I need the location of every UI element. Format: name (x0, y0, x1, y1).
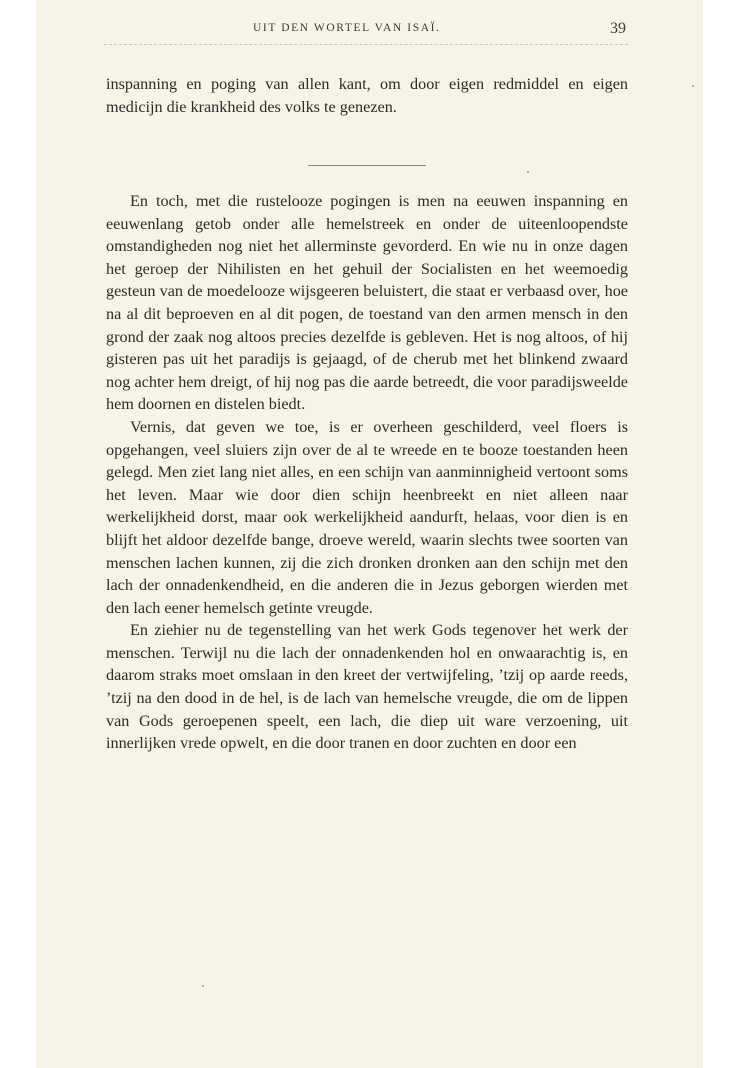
page-number: 39 (610, 20, 626, 37)
book-page (36, 0, 703, 1068)
paper-speck (692, 85, 694, 87)
opening-paragraph-block (106, 73, 628, 118)
page-header (36, 20, 703, 42)
opening-paragraph: inspanning en poging van allen kant, om door eigen redmiddel en eigen medicijn die krankheid des volks te genezen. (106, 75, 628, 116)
section-divider (308, 165, 426, 166)
paper-speck (202, 985, 204, 987)
paper-speck (527, 171, 529, 173)
paragraph: En toch, met die rustelooze pogingen is men na eeuwen inspanning en eeuwenlang getob onder alle hemelstreek en onder de uiteenloopendste omstandigheden nog niet het allerminste gevorderd. En wie nu in onze dagen het geroep der Nihilisten en het gehuil der Socialisten en het weemoedig gesteun van de moedelooze wijsgeeren beluistert, die staat er verbaasd over, hoe na al dit beproeven en al dit pogen, de toestand van den armen mensch in den grond der zaak nog altoos precies dezelfde is gebleven. Het is nog altoos, of hij gisteren pas uit het paradijs is gejaagd, of de cherub met het blinkend zwaard nog achter hem dreigt, of hij nog pas die aarde betreedt, die voor paradijsweelde hem doornen en distelen biedt. (106, 192, 628, 414)
running-title: UIT DEN WORTEL VAN ISAÏ. (253, 22, 441, 34)
paragraph: Vernis, dat geven we toe, is er overheen geschilderd, veel floers is opgehangen, veel sluiers zijn over de al te wreede en te booze toestanden heen gelegd. Men ziet lang niet alles, en een schijn van aanminnigheid vertoont soms het leven. Maar wie door dien schijn heenbreekt en niet alleen naar werkelijkheid dorst, maar ook werkelijkheid aandurft, helaas, voor dien is en blijft het aldoor dezelfde bange, droeve wereld, waarin slechts twee soorten van menschen lachen kunnen, zij die zich dronken dronken aan den schijn met den lach der onnadenkendheid, en die anderen die in Jezus geborgen wierden met den lach eener hemelsch getinte vreugde. (106, 417, 628, 617)
header-rule (104, 44, 628, 45)
main-text-block (106, 190, 628, 755)
paragraph: En ziehier nu de tegenstelling van het werk Gods tegenover het werk der menschen. Terwijl nu die lach der onnadenkenden hol en onwaarachtig is, en daarom straks moet omslaan in den kreet der vertwijfeling, ’tzij op aarde reeds, ’tzij na den dood in de hel, is de lach van hemelsche vreugde, die om de lippen van Gods geroepenen speelt, een lach, die diep uit ware verzoening, uit innerlijken vrede opwelt, en die door tranen en door zuchten en door een (106, 621, 628, 753)
